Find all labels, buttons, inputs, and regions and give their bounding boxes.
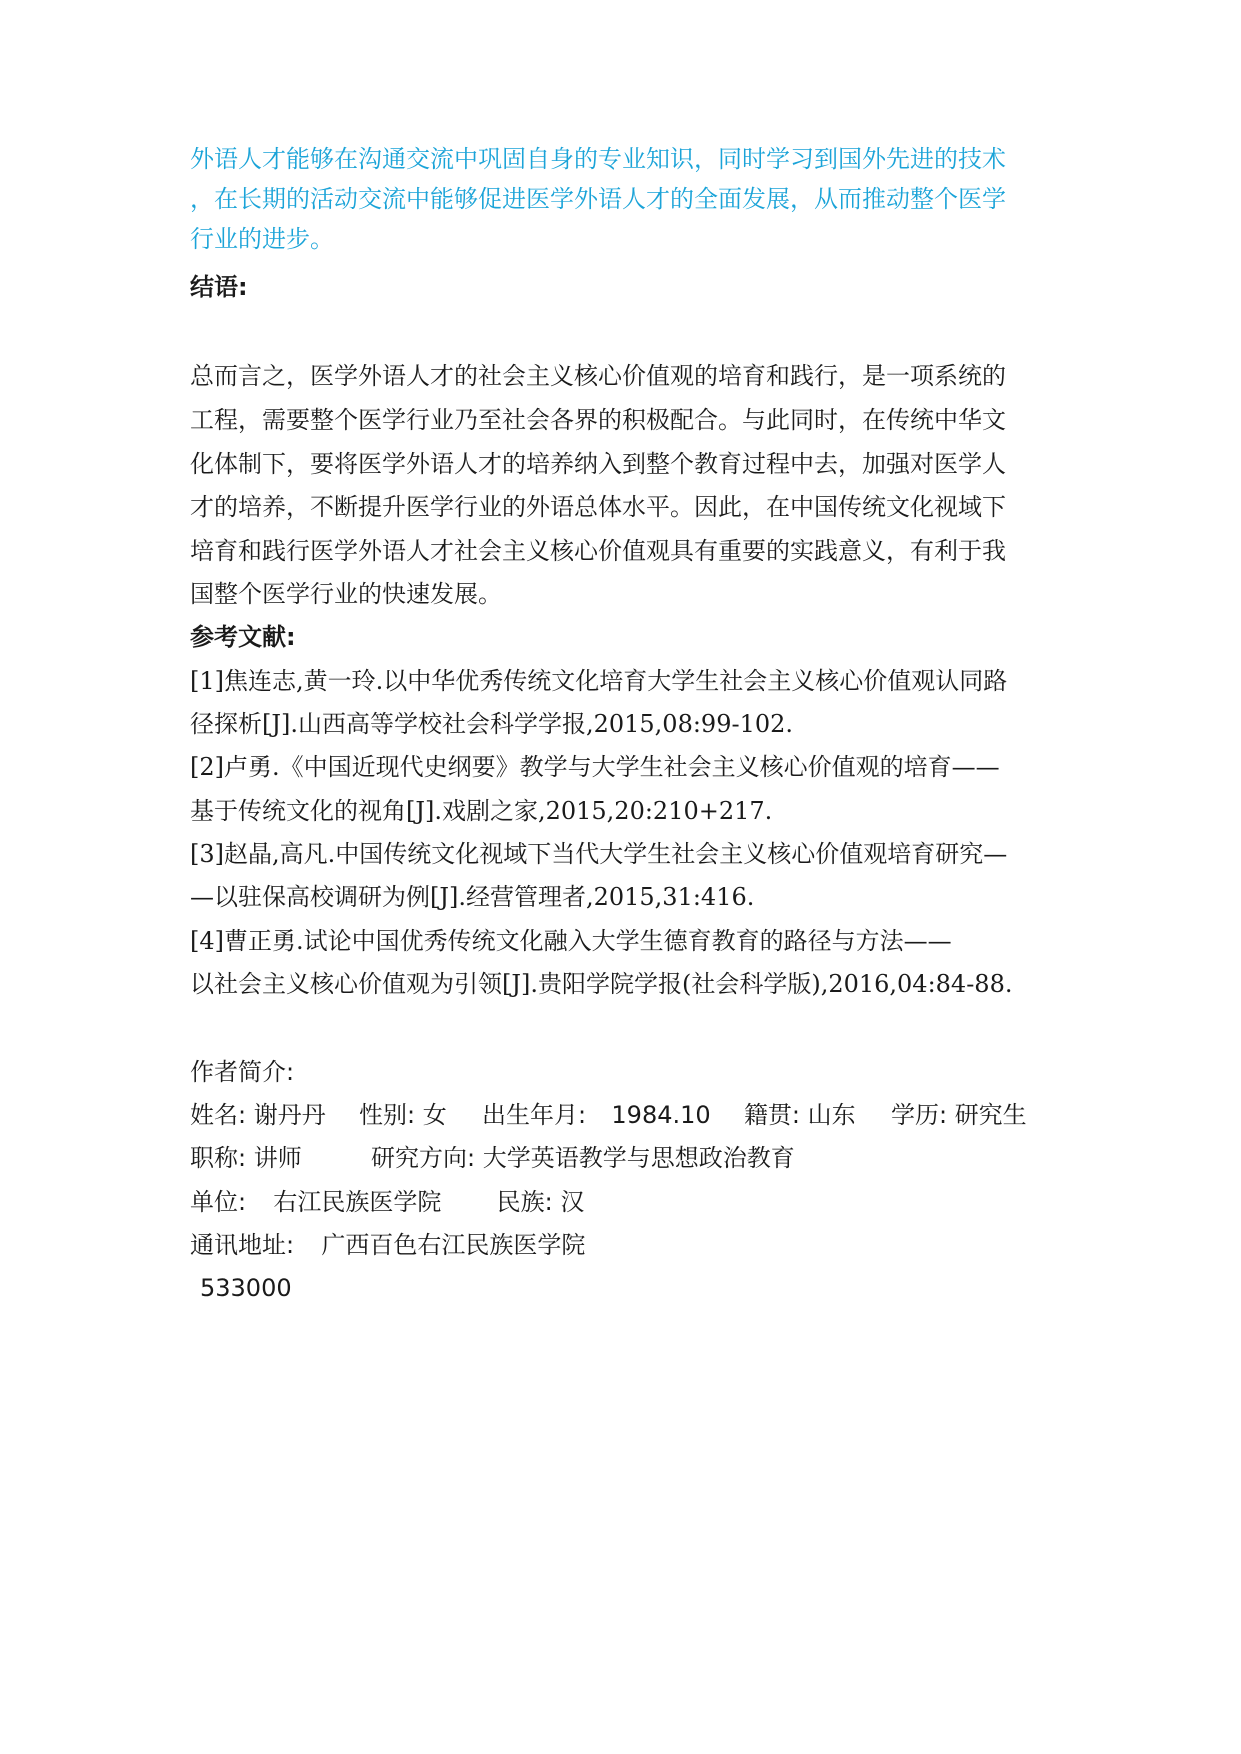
name-label: 姓名:	[190, 1101, 247, 1129]
conclusion-line-5: 培育和践行医学外语人才社会主义核心价值观具有重要的实践意义，有利于我	[190, 537, 1006, 565]
reference-line-8: 以社会主义核心价值观为引领[J].贵阳学院学报(社会科学版),2016,04:84-88.	[190, 970, 1013, 998]
conclusion-line-1: 总而言之，医学外语人才的社会主义核心价值观的培育和践行，是一项系统的	[190, 362, 1006, 390]
education-label: 学历:	[890, 1101, 948, 1129]
intro-line-1: 外语人才能够在沟通交流中巩固自身的专业知识，同时学习到国外先进的技术	[190, 145, 1006, 173]
conclusion-line-3: 化体制下，要将医学外语人才的培养纳入到整个教育过程中去，加强对医学人	[190, 450, 1006, 478]
unit-label: 单位:	[190, 1188, 247, 1216]
conclusion-line-4: 才的培养，不断提升医学行业的外语总体水平。因此，在中国传统文化视域下	[190, 493, 1006, 521]
reference-line-2: 径探析[J].山西高等学校社会科学学报,2015,08:99-102.	[190, 710, 794, 738]
author-research: 大学英语教学与思想政治教育	[482, 1144, 795, 1172]
conclusion-line-6: 国整个医学行业的快速发展。	[190, 580, 502, 608]
ethnicity-label: 民族:	[496, 1188, 553, 1216]
conclusion-heading: 结语:	[190, 273, 248, 301]
author-address: 广西百色右江民族医学院	[321, 1231, 586, 1259]
reference-line-6: —以驻保高校调研为例[J].经营管理者,2015,31:416.	[190, 883, 755, 911]
reference-line-3: [2]卢勇.《中国近现代史纲要》教学与大学生社会主义核心价值观的培育——	[190, 753, 1000, 781]
reference-line-4: 基于传统文化的视角[J].戏剧之家,2015,20:210+217.	[190, 797, 773, 825]
author-origin: 山东	[807, 1101, 856, 1129]
research-label: 研究方向:	[371, 1144, 476, 1172]
title-label: 职称:	[190, 1144, 247, 1172]
references-heading: 参考文献:	[190, 623, 296, 651]
author-birth: 1984.10	[611, 1101, 711, 1129]
birth-label: 出生年月:	[482, 1101, 587, 1129]
author-heading: 作者简介:	[190, 1058, 295, 1086]
author-ethnicity: 汉	[560, 1188, 585, 1216]
reference-line-7: [4]曹正勇.试论中国优秀传统文化融入大学生德育教育的路径与方法——	[190, 927, 952, 955]
author-postcode: 533000	[200, 1274, 292, 1302]
intro-line-2: ，在长期的活动交流中能够促进医学外语人才的全面发展，从而推动整个医学	[190, 185, 1006, 213]
author-row-1	[190, 1099, 1027, 1131]
author-education: 研究生	[954, 1101, 1027, 1129]
reference-line-5: [3]赵晶,高凡.中国传统文化视域下当代大学生社会主义核心价值观培育研究—	[190, 840, 1008, 868]
origin-label: 籍贯:	[743, 1101, 801, 1129]
gender-label: 性别:	[359, 1101, 416, 1129]
author-unit: 右江民族医学院	[273, 1188, 442, 1216]
address-label: 通讯地址:	[190, 1231, 295, 1259]
author-name: 谢丹丹	[253, 1101, 326, 1129]
intro-line-3: 行业的进步。	[190, 225, 334, 253]
author-row-4	[190, 1229, 585, 1261]
author-row-2	[190, 1142, 795, 1174]
reference-line-1: [1]焦连志,黄一玲.以中华优秀传统文化培育大学生社会主义核心价值观认同路	[190, 667, 1008, 695]
author-title: 讲师	[253, 1144, 302, 1172]
author-gender: 女	[422, 1101, 447, 1129]
author-row-3	[190, 1186, 584, 1218]
conclusion-line-2: 工程，需要整个医学行业乃至社会各界的积极配合。与此同时，在传统中华文	[190, 406, 1006, 434]
